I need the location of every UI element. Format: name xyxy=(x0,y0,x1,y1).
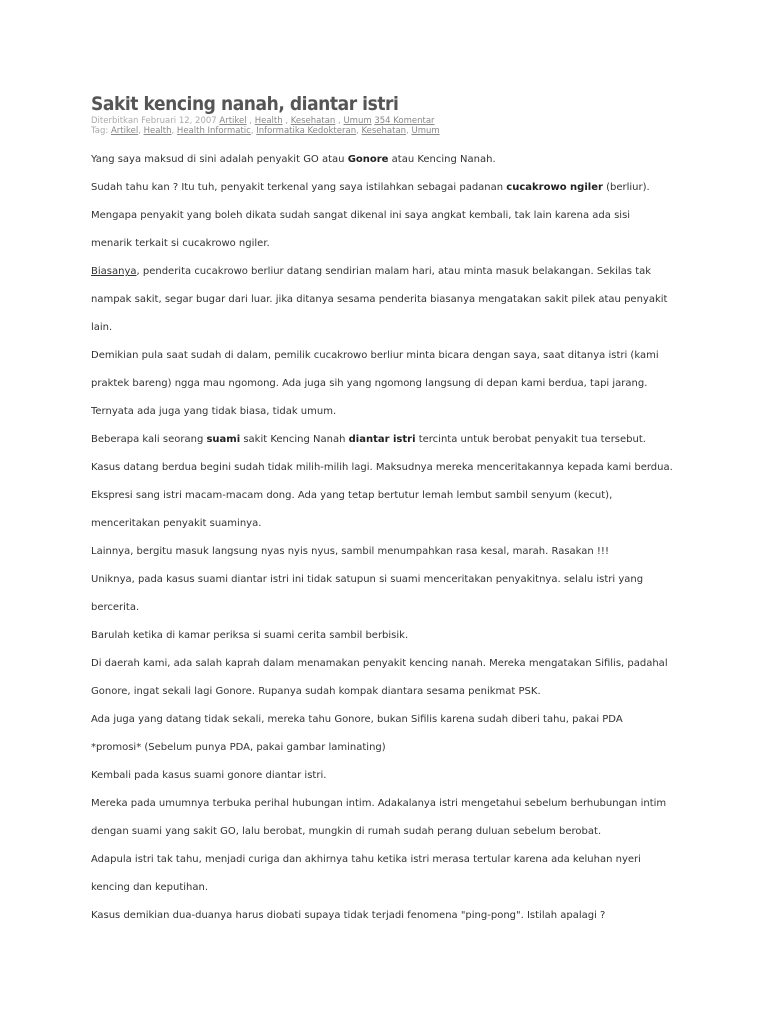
tag-link-health[interactable]: Health xyxy=(143,126,172,136)
tag-link-kesehatan[interactable]: Kesehatan xyxy=(361,126,407,136)
article-paragraph: Mereka pada umumnya terbuka perihal hubungan intim. Adakalanya istri mengetahui sebelum berhubungan intim xyxy=(91,798,667,809)
article-paragraph: Gonore, ingat sekali lagi Gonore. Rupanya sudah kompak diantara sesama penikmat PSK. xyxy=(91,686,541,697)
article-paragraph: Mengapa penyakit yang boleh dikata sudah sangat dikenal ini saya angkat kembali, tak lain karena ada sisi xyxy=(91,210,631,221)
article-paragraph: Sudah tahu kan ? Itu tuh, penyakit terkenal yang saya istilahkan sebagai padanan cucakrowo ngiler (berliur). xyxy=(91,182,650,193)
bold-term: suami xyxy=(206,434,241,445)
article-paragraph: kencing dan keputihan. xyxy=(91,882,209,893)
inline-link[interactable]: Biasanya xyxy=(91,266,137,277)
article-paragraph: lain. xyxy=(91,322,113,333)
article-paragraph: Uniknya, pada kasus suami diantar istri ini tidak satupun si suami menceritakan penyakitnya. selalu istri yang xyxy=(91,574,644,585)
article-tags-line: Tag: Artikel, Health, Health Informatic, Informatika Kedokteran, Kesehatan, Umum xyxy=(91,126,440,136)
bold-term: cucakrowo ngiler xyxy=(506,182,603,193)
article-paragraph: Biasanya, penderita cucakrowo berliur datang sendirian malam hari, atau minta masuk belakangan. Sekilas tak xyxy=(91,266,652,277)
article-paragraph: praktek bareng) ngga mau ngomong. Ada juga sih yang ngomong langsung di depan kami berdua, tapi jarang. xyxy=(91,378,648,389)
bold-term: diantar istri xyxy=(348,434,416,445)
article-paragraph: Di daerah kami, ada salah kaprah dalam menamakan penyakit kencing nanah. Mereka mengatakan Sifilis, padahal xyxy=(91,658,668,669)
category-link-artikel[interactable]: Artikel xyxy=(219,116,247,126)
article-paragraph: bercerita. xyxy=(91,602,140,613)
article xyxy=(91,92,691,930)
article-paragraph: Kembali pada kasus suami gonore diantar istri. xyxy=(91,770,327,781)
published-date: Diterbitkan Februari 12, 2007 xyxy=(91,116,217,126)
article-paragraph: Demikian pula saat sudah di dalam, pemilik cucakrowo berliur minta bicara dengan saya, saat ditanya istri (kami xyxy=(91,350,659,361)
article-paragraph: Ekspresi sang istri macam-macam dong. Ada yang tetap bertutur lemah lembut sambil senyum (kecut), xyxy=(91,490,613,501)
article-paragraph: *promosi* (Sebelum punya PDA, pakai gambar laminating) xyxy=(91,742,386,753)
category-link-kesehatan[interactable]: Kesehatan xyxy=(290,116,336,126)
category-link-health[interactable]: Health xyxy=(254,116,283,126)
tag-link-health-informatic[interactable]: Health Informatic xyxy=(176,126,251,136)
article-paragraph: menceritakan penyakit suaminya. xyxy=(91,518,262,529)
article-paragraph: Ternyata ada juga yang tidak biasa, tidak umum. xyxy=(91,406,337,417)
tags-label: Tag: xyxy=(91,126,109,136)
tag-link-informatika-kedokteran[interactable]: Informatika Kedokteran xyxy=(256,126,357,136)
article-paragraph: nampak sakit, segar bugar dari luar. jika ditanya sesama penderita biasanya mengatakan sakit pilek atau penyakit xyxy=(91,294,668,305)
article-paragraph: Ada juga yang datang tidak sekali, mereka tahu Gonore, bukan Sifilis karena sudah diberi tahu, pakai PDA xyxy=(91,714,623,725)
article-paragraph: Lainnya, bergitu masuk langsung nyas nyis nyus, sambil menumpahkan rasa kesal, marah. Rasakan !!! xyxy=(91,546,609,557)
category-link-umum[interactable]: Umum xyxy=(343,116,372,126)
bold-term: Gonore xyxy=(347,154,389,165)
article-paragraph: Adapula istri tak tahu, menjadi curiga dan akhirnya tahu ketika istri merasa tertular karena ada keluhan nyeri xyxy=(91,854,641,865)
comments-link[interactable]: 354 Komentar xyxy=(374,116,435,126)
article-body xyxy=(91,146,691,930)
article-paragraph: Beberapa kali seorang suami sakit Kencing Nanah diantar istri tercinta untuk berobat penyakit tua tersebut. xyxy=(91,434,646,445)
article-paragraph: menarik terkait si cucakrowo ngiler. xyxy=(91,238,270,249)
tag-link-umum[interactable]: Umum xyxy=(411,126,440,136)
article-paragraph: Kasus datang berdua begini sudah tidak milih-milih lagi. Maksudnya mereka menceritakannya kepada kami berdua. xyxy=(91,462,673,473)
article-paragraph: Barulah ketika di kamar periksa si suami cerita sambil berbisik. xyxy=(91,630,409,641)
tag-link-artikel[interactable]: Artikel xyxy=(110,126,139,136)
article-title: Sakit kencing nanah, diantar istri xyxy=(91,93,399,115)
article-paragraph: Yang saya maksud di sini adalah penyakit GO atau Gonore atau Kencing Nanah. xyxy=(91,154,496,165)
article-paragraph: dengan suami yang sakit GO, lalu berobat, mungkin di rumah sudah perang duluan sebelum berobat. xyxy=(91,826,602,837)
article-meta-line: Diterbitkan Februari 12, 2007 Artikel , Health , Kesehatan , Umum 354 Komentar xyxy=(91,116,435,126)
article-paragraph: Kasus demikian dua-duanya harus diobati supaya tidak terjadi fenomena "ping-pong". Istilah apalagi ? xyxy=(91,910,606,921)
